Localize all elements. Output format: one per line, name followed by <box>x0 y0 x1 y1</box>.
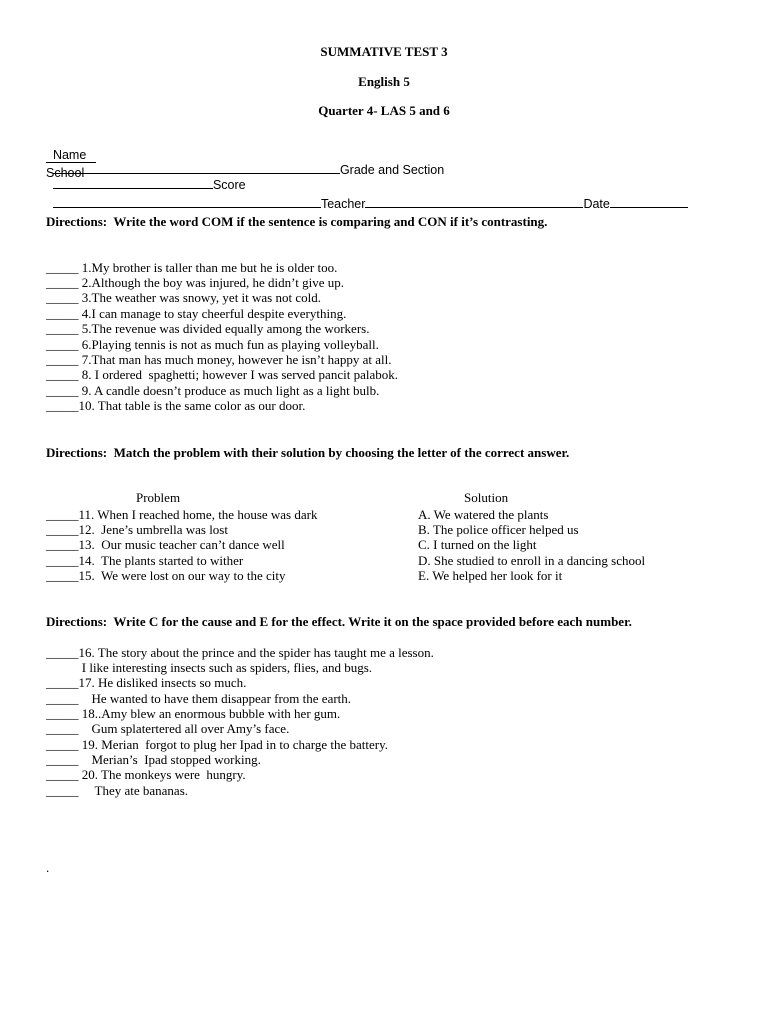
list-item: _____ 5.The revenue was divided equally among the workers. <box>46 321 370 336</box>
list-item: _____15. We were lost on our way to the city <box>46 568 286 583</box>
list-item: _____ 7.That man has much money, however he isn’t happy at all. <box>46 352 392 367</box>
list-item: _____ 1.My brother is taller than me but he is older too. <box>46 260 338 275</box>
part3-directions: Directions: Write C for the cause and E for the effect. Write it on the space provided before each number. <box>46 614 632 629</box>
school-label: School <box>46 166 85 180</box>
list-item: _____16. The story about the prince and the spider has taught me a lesson. <box>46 645 434 660</box>
list-item: _____ Merian’s Ipad stopped working. <box>46 752 261 767</box>
subject-title: English 5 <box>358 74 410 89</box>
list-item: D. She studied to enroll in a dancing school <box>418 553 646 568</box>
quarter-title: Quarter 4- LAS 5 and 6 <box>318 103 450 118</box>
list-item: _____14. The plants started to wither <box>46 553 244 568</box>
list-item: I like interesting insects such as spiders, flies, and bugs. <box>46 660 373 675</box>
list-item: _____ He wanted to have them disappear from the earth. <box>46 691 352 706</box>
list-item: _____11. When I reached home, the house was dark <box>46 507 318 522</box>
score-label: Score <box>212 178 246 192</box>
part1-directions: Directions: Write the word COM if the sentence is comparing and CON if it’s contrasting. <box>46 214 548 229</box>
school-blank <box>53 196 321 208</box>
name-label: Name <box>52 148 87 162</box>
list-item: _____ 3.The weather was snowy, yet it was not cold. <box>46 290 321 305</box>
footer-mark: . <box>46 860 50 875</box>
solution-header: Solution <box>464 490 509 505</box>
list-item: _____ 6.Playing tennis is not as much fun as playing volleyball. <box>46 337 379 352</box>
list-item: A. We watered the plants <box>418 507 549 522</box>
date-label: Date <box>583 197 610 211</box>
list-item: _____ 8. I ordered spaghetti; however I was served pancit palabok. <box>46 367 398 382</box>
list-item: _____13. Our music teacher can’t dance well <box>46 537 285 552</box>
list-item: E. We helped her look for it <box>418 568 563 583</box>
list-item: _____10. That table is the same color as our door. <box>46 398 306 413</box>
list-item: _____ They ate bananas. <box>46 783 188 798</box>
problem-header: Problem <box>136 490 181 505</box>
date-blank <box>610 196 688 208</box>
list-item: C. I turned on the light <box>418 537 537 552</box>
score-blank <box>46 162 96 163</box>
teacher-label: Teacher <box>320 197 366 211</box>
teacher-blank <box>365 196 583 208</box>
list-item: _____ 9. A candle doesn’t produce as much light as a light bulb. <box>46 383 380 398</box>
page-title: SUMMATIVE TEST 3 <box>320 44 448 59</box>
part2-directions: Directions: Match the problem with their solution by choosing the letter of the correct answer. <box>46 445 570 460</box>
list-item: _____ Gum splatertered all over Amy’s face. <box>46 721 290 736</box>
list-item: _____12. Jene’s umbrella was lost <box>46 522 228 537</box>
grade-section-label: Grade and Section <box>339 163 445 177</box>
school-teacher-date-row <box>46 182 688 211</box>
list-item: B. The police officer helped us <box>418 522 579 537</box>
list-item: _____ 18..Amy blew an enormous bubble with her gum. <box>46 706 341 721</box>
list-item: _____ 20. The monkeys were hungry. <box>46 767 246 782</box>
list-item: _____ 2.Although the boy was injured, he didn’t give up. <box>46 275 345 290</box>
list-item: _____17. He disliked insects so much. <box>46 675 247 690</box>
name-blank <box>53 162 340 174</box>
list-item: _____ 4.I can manage to stay cheerful despite everything. <box>46 306 347 321</box>
list-item: _____ 19. Merian forgot to plug her Ipad in to charge the battery. <box>46 737 389 752</box>
